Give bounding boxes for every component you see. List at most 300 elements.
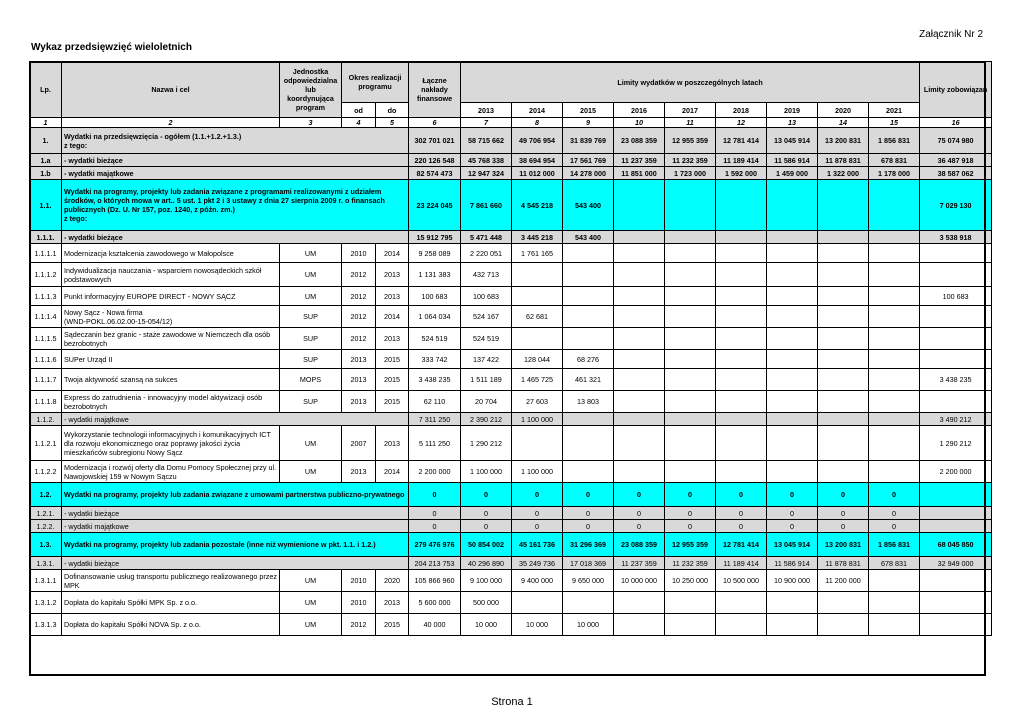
row-unit: MOPS [280,369,342,391]
row-year-value [614,287,665,306]
row-year-value: 49 706 954 [512,128,563,154]
table-row [30,592,992,614]
table-row [30,520,992,533]
row-year-value: 11 878 831 [818,154,869,167]
row-name-text: Wydatki na programy, projekty lub zadania związane z umowami partnerstwa publiczno-prywatnego [64,490,405,499]
header-from: od [342,103,376,118]
table-row [30,369,992,391]
row-year-value [665,350,716,369]
row-commitment: 3 438 235 [920,369,992,391]
row-name [62,507,409,520]
index-cell: 9 [563,118,614,128]
row-year-value [614,461,665,483]
row-lp: 1.1.1.6 [30,350,62,369]
row-year-value: 13 200 831 [818,128,869,154]
row-unit: SUP [280,328,342,350]
row-year-value: 10 250 000 [665,570,716,592]
row-year-value [665,287,716,306]
row-name [62,614,280,636]
header-year: 2018 [716,103,767,118]
row-year-value [869,426,920,461]
row-lp: 1.2.2. [30,520,62,533]
row-year-value: 11 232 359 [665,557,716,570]
row-name-text: - wydatki majątkowe [64,168,134,178]
row-year-value [818,461,869,483]
row-year-value: 10 500 000 [716,570,767,592]
row-total: 62 110 [409,391,461,413]
row-to: 2015 [376,614,409,636]
row-name [62,592,280,614]
row-to: 2013 [376,287,409,306]
row-name-text: Indywidualizacja nauczania - wsparciem nowosądeckich szkół podstawowych [64,265,262,284]
row-from: 2012 [342,328,376,350]
row-lp: 1.3.1.3 [30,614,62,636]
index-cell: 6 [409,118,461,128]
header-limits: Limity wydatków w poszczególnych latach [461,62,920,103]
table-row [30,533,992,557]
row-unit: SUP [280,306,342,328]
row-from: 2012 [342,287,376,306]
row-total: 0 [409,507,461,520]
row-year-value [716,413,767,426]
row-year-value: 0 [614,507,665,520]
index-cell: 15 [869,118,920,128]
row-from: 2013 [342,369,376,391]
header-to: do [376,103,409,118]
row-year-value [665,391,716,413]
row-year-value: 128 044 [512,350,563,369]
row-year-value: 9 100 000 [461,570,512,592]
row-year-value [869,369,920,391]
row-year-value [869,350,920,369]
row-year-value [767,391,818,413]
row-year-value: 31 296 369 [563,533,614,557]
row-lp: 1.1.2.2 [30,461,62,483]
row-total: 0 [409,520,461,533]
row-total: 40 000 [409,614,461,636]
row-year-value [818,592,869,614]
row-name-text: Dofinansowanie usług transportu publicznego realizowanego przez MPK [64,571,277,590]
row-year-value: 100 683 [461,287,512,306]
row-name-note: z tego: [64,214,88,223]
row-year-value [869,306,920,328]
row-unit: UM [280,570,342,592]
row-year-value: 12 947 324 [461,167,512,180]
row-year-value: 0 [869,483,920,507]
row-year-value [767,263,818,287]
row-year-value [767,328,818,350]
row-year-value [614,231,665,244]
row-year-value [614,369,665,391]
row-total: 1 131 383 [409,263,461,287]
row-year-value [665,369,716,391]
row-year-value: 1 459 000 [767,167,818,180]
table-row [30,244,992,263]
row-year-value: 23 088 359 [614,533,665,557]
row-year-value: 12 955 359 [665,533,716,557]
row-year-value [869,413,920,426]
row-total: 524 519 [409,328,461,350]
row-year-value: 9 400 000 [512,570,563,592]
row-name-text: Wykorzystanie technologii informacyjnych i komunikacyjnych ICT dla rozwoju ekonomicznego oraz poprawy jakości życia mieszkańców subregionu Nowy Sącz [64,429,271,457]
row-year-value [665,263,716,287]
row-year-value [716,461,767,483]
row-year-value [716,614,767,636]
row-year-value [614,413,665,426]
row-year-value [869,592,920,614]
table-row [30,350,992,369]
row-name-text: - wydatki bieżące [64,558,120,568]
row-to: 2013 [376,328,409,350]
table-row [30,287,992,306]
row-name [62,128,409,154]
table-row [30,328,992,350]
row-year-value [563,244,614,263]
row-year-value: 58 715 662 [461,128,512,154]
index-cell: 10 [614,118,665,128]
row-year-value: 12 955 359 [665,128,716,154]
row-total: 7 311 250 [409,413,461,426]
row-commitment [920,263,992,287]
page-footer: Strona 1 [491,696,533,708]
row-name [62,520,409,533]
table-row [30,306,992,328]
row-name [62,263,280,287]
row-year-value: 0 [665,507,716,520]
header-year: 2015 [563,103,614,118]
row-name-text: - wydatki bieżące [64,155,123,165]
row-to: 2015 [376,391,409,413]
row-year-value [614,592,665,614]
row-year-value: 524 519 [461,328,512,350]
row-year-value [818,263,869,287]
row-year-value [767,413,818,426]
row-to: 2014 [376,244,409,263]
row-name [62,533,409,557]
row-year-value [665,614,716,636]
row-year-value: 1 761 165 [512,244,563,263]
row-lp: 1.1.1.5 [30,328,62,350]
row-year-value [563,592,614,614]
index-cell: 2 [62,118,280,128]
header-unit: Jednostka odpowiedzialna lub koordynująca program [280,62,342,118]
page-title: Wykaz przedsięwzięć wieloletnich [31,42,192,53]
row-year-value [716,391,767,413]
row-from: 2012 [342,306,376,328]
header-commitments: Limity zobowiązań [920,62,992,118]
row-year-value: 0 [461,520,512,533]
row-lp: 1.1.1.7 [30,369,62,391]
row-total: 204 213 753 [409,557,461,570]
row-to: 2013 [376,592,409,614]
index-cell: 12 [716,118,767,128]
row-name-text: Express do zatrudnienia - innowacyjny model aktywizacji osób bezrobotnych [64,392,263,411]
row-lp: 1.1.1.8 [30,391,62,413]
index-cell: 13 [767,118,818,128]
row-total: 2 200 000 [409,461,461,483]
row-lp: 1. [30,128,62,154]
row-name-text: Wydatki na programy, projekty lub zadania pozostałe (inne niż wymienione w pkt. 1.1. i 1.2.) [64,540,376,549]
row-name [62,350,280,369]
row-year-value [869,231,920,244]
row-commitment: 75 074 980 [920,128,992,154]
row-name-note: (WND-POKL.06.02.00-15-054/12) [64,316,173,326]
row-year-value [818,350,869,369]
row-year-value [818,328,869,350]
row-year-value [614,263,665,287]
row-year-value: 0 [563,520,614,533]
annex-label: Załącznik Nr 2 [919,29,983,40]
row-year-value: 0 [716,507,767,520]
row-name-text: Wydatki na przedsięwzięcia - ogółem (1.1.+1.2.+1.3.) [64,131,242,141]
row-year-value: 1 511 189 [461,369,512,391]
header-year: 2016 [614,103,665,118]
row-year-value [818,426,869,461]
row-name-text: Wydatki na programy, projekty lub zadania związane z programami realizowanymi z udziałem środków, o których mowa w art.. 5 ust. 1 pkt 2 i 3 ustawy z dnia 27 sierpnia 2009 r. o finansach publicznych (Dz. U. Nr 157, poz. 1240, z późn. zm.) [64,187,385,214]
row-year-value [563,287,614,306]
row-total: 5 111 250 [409,426,461,461]
row-year-value: 11 586 914 [767,154,818,167]
table-row [30,231,992,244]
row-year-value: 11 200 000 [818,570,869,592]
row-year-value: 0 [869,520,920,533]
index-cell: 5 [376,118,409,128]
row-year-value [614,244,665,263]
row-year-value [563,461,614,483]
table-row [30,128,992,154]
row-to: 2013 [376,426,409,461]
row-from: 2013 [342,461,376,483]
row-commitment: 3 490 212 [920,413,992,426]
row-year-value: 0 [869,507,920,520]
row-total: 220 126 548 [409,154,461,167]
row-year-value [614,426,665,461]
row-year-value: 11 851 000 [614,167,665,180]
row-lp: 1.1.2. [30,413,62,426]
row-total: 302 701 021 [409,128,461,154]
row-name [62,180,409,231]
row-total: 15 912 795 [409,231,461,244]
row-name [62,369,280,391]
row-year-value [716,328,767,350]
row-year-value: 7 861 660 [461,180,512,231]
row-year-value [869,287,920,306]
row-year-value: 0 [512,507,563,520]
table-row [30,426,992,461]
row-year-value [563,263,614,287]
table-body [30,128,992,636]
row-year-value [512,287,563,306]
table-row [30,167,992,180]
row-year-value: 524 167 [461,306,512,328]
row-year-value [767,244,818,263]
row-year-value: 62 681 [512,306,563,328]
row-year-value: 0 [665,483,716,507]
header-year: 2019 [767,103,818,118]
row-name-text: Sądeczanin bez granic - staże zawodowe w Niemczech dla osób bezrobotnych [64,329,271,348]
row-total: 5 600 000 [409,592,461,614]
row-year-value: 11 232 359 [665,154,716,167]
row-name [62,287,280,306]
row-total: 333 742 [409,350,461,369]
row-year-value [869,570,920,592]
row-year-value [869,180,920,231]
row-year-value: 0 [461,507,512,520]
row-year-value: 38 694 954 [512,154,563,167]
row-total: 1 064 034 [409,306,461,328]
row-name [62,231,409,244]
row-total: 279 476 976 [409,533,461,557]
row-year-value: 0 [461,483,512,507]
row-year-value: 10 900 000 [767,570,818,592]
row-year-value: 14 278 000 [563,167,614,180]
row-year-value [716,306,767,328]
row-name [62,461,280,483]
row-to: 2014 [376,306,409,328]
row-lp: 1.3.1.1 [30,570,62,592]
header-year: 2021 [869,103,920,118]
row-name-text: - wydatki majątkowe [64,521,129,531]
row-year-value: 1 856 831 [869,128,920,154]
row-unit: SUP [280,391,342,413]
row-year-value: 0 [818,520,869,533]
row-year-value: 0 [767,483,818,507]
row-year-value: 1 592 000 [716,167,767,180]
row-name [62,154,409,167]
row-lp: 1.3.1. [30,557,62,570]
row-name [62,167,409,180]
row-year-value: 461 321 [563,369,614,391]
row-year-value [767,614,818,636]
row-year-value [818,391,869,413]
row-year-value: 543 400 [563,231,614,244]
row-lp: 1.1.1.4 [30,306,62,328]
row-year-value: 0 [818,507,869,520]
row-year-value: 11 012 000 [512,167,563,180]
row-year-value [563,328,614,350]
row-year-value [767,180,818,231]
row-year-value [767,369,818,391]
row-total: 9 258 089 [409,244,461,263]
row-commitment [920,570,992,592]
row-unit: UM [280,244,342,263]
row-year-value: 20 704 [461,391,512,413]
row-year-value: 10 000 [461,614,512,636]
row-year-value: 13 803 [563,391,614,413]
row-commitment [920,328,992,350]
row-name-text: Dopłata do kapitału Spółki NOVA Sp. z o.o. [64,620,201,629]
row-unit: SUP [280,350,342,369]
table-row [30,507,992,520]
row-year-value [614,306,665,328]
row-from: 2012 [342,614,376,636]
row-year-value: 678 831 [869,557,920,570]
row-year-value: 0 [614,483,665,507]
row-year-value: 0 [563,507,614,520]
row-from: 2010 [342,592,376,614]
row-lp: 1.3.1.2 [30,592,62,614]
header-row-1 [30,62,992,103]
row-commitment: 68 045 850 [920,533,992,557]
table-row [30,570,992,592]
index-cell: 8 [512,118,563,128]
row-year-value [716,263,767,287]
row-year-value: 0 [512,520,563,533]
row-year-value [869,263,920,287]
row-total: 100 683 [409,287,461,306]
row-year-value: 1 322 000 [818,167,869,180]
row-year-value: 45 768 338 [461,154,512,167]
row-year-value [869,244,920,263]
row-year-value [818,180,869,231]
row-name [62,413,409,426]
row-year-value: 13 200 831 [818,533,869,557]
row-lp: 1.a [30,154,62,167]
row-name [62,328,280,350]
row-name-text: Twoja aktywność szansą na sukces [64,375,178,384]
row-year-value [665,180,716,231]
row-year-value: 4 545 218 [512,180,563,231]
row-commitment: 1 290 212 [920,426,992,461]
row-year-value: 3 445 218 [512,231,563,244]
row-year-value [767,287,818,306]
row-name-text: - wydatki majątkowe [64,414,129,424]
row-name-text: Dopłata do kapitału Spółki MPK Sp. z o.o. [64,598,198,607]
row-lp: 1.1.1.1 [30,244,62,263]
row-year-value [818,306,869,328]
row-unit: UM [280,287,342,306]
row-year-value [716,592,767,614]
row-year-value [665,461,716,483]
row-name [62,391,280,413]
table-row [30,391,992,413]
row-year-value [512,592,563,614]
index-cell: 3 [280,118,342,128]
row-year-value [767,426,818,461]
row-year-value: 40 296 890 [461,557,512,570]
row-year-value [512,328,563,350]
row-commitment [920,244,992,263]
row-year-value [767,231,818,244]
row-year-value [563,426,614,461]
row-commitment: 2 200 000 [920,461,992,483]
row-name-note: z tego: [64,140,88,150]
row-name [62,306,280,328]
row-year-value: 678 831 [869,154,920,167]
row-year-value [563,413,614,426]
table-row [30,263,992,287]
row-year-value [614,180,665,231]
row-name [62,244,280,263]
row-commitment [920,592,992,614]
row-unit: UM [280,592,342,614]
row-year-value: 11 237 359 [614,154,665,167]
row-unit: UM [280,614,342,636]
row-unit: UM [280,426,342,461]
row-name-text: Punkt informacyjny EUROPE DIRECT - NOWY SĄCZ [64,291,236,301]
row-year-value: 35 249 736 [512,557,563,570]
row-year-value: 27 603 [512,391,563,413]
row-from: 2010 [342,244,376,263]
row-year-value: 12 781 414 [716,533,767,557]
row-year-value: 500 000 [461,592,512,614]
row-year-value: 1 290 212 [461,426,512,461]
row-year-value: 23 088 359 [614,128,665,154]
row-to: 2015 [376,350,409,369]
row-name-text: - wydatki bieżące [64,508,120,518]
row-lp: 1.2.1. [30,507,62,520]
row-year-value: 10 000 000 [614,570,665,592]
